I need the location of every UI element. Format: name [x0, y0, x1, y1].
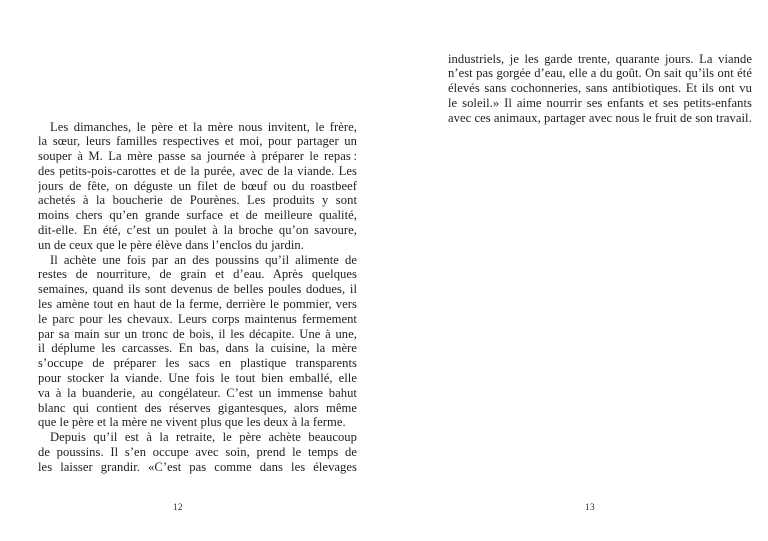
text-line: que le père et la mère ne vivent plus que les deux à la ferme. — [38, 415, 346, 430]
text-line: moins chers qu’en grande surface et de meilleure qualité, — [38, 208, 357, 223]
text-line: les amène tout en haut de la ferme, derrière le pommier, vers — [38, 297, 357, 312]
text-line: la sœur, leurs familles respectives et moi, pour partager un — [38, 134, 357, 149]
text-line: il déplume les carcasses. En bas, dans la cuisine, la mère — [38, 341, 357, 356]
text-line: souper à M. La mère passe sa journée à préparer le repas : — [38, 149, 357, 164]
text-line: dit-elle. En été, c’est un poulet à la broche qu’on savoure, — [38, 223, 357, 238]
text-line: industriels, je les garde trente, quarante jours. La viande — [448, 51, 752, 66]
text-line: va à la buanderie, au congélateur. C’est un immense bahut — [38, 385, 357, 400]
text-line: pour stocker la viande. Une fois le tout bien emballé, elle — [38, 371, 357, 386]
text-line: s’occupe de préparer les sacs en plastique transparents — [38, 356, 357, 371]
page-number-right: 13 — [585, 502, 595, 512]
text-line: de poussins. Il s’en occupe avec soin, prend le temps de — [38, 445, 357, 460]
text-line: le soleil.» Il aime nourrir ses enfants et ses petits-enfants — [448, 95, 752, 110]
text-line: restes de nourriture, de grain et d’eau. Après quelques — [38, 267, 357, 282]
text-line: blanc qui contient des réserves gigantesques, alors même — [38, 400, 357, 415]
text-line: par sa main sur un tronc de bois, il les décapite. Une à une, — [38, 326, 357, 341]
page-right-text — [448, 52, 752, 126]
text-line: élevés sans cochonneries, sans antibiotiques. Et ils ont vu — [448, 81, 752, 96]
text-line: achetés à la boucherie de Pourènes. Les produits y sont — [38, 193, 357, 208]
text-line: semaines, quand ils sont devenus de belles poules dodues, il — [38, 282, 357, 297]
page-left-text — [38, 120, 357, 475]
text-line: jours de fête, on déguste un filet de bœuf ou du roastbeef — [38, 178, 357, 193]
text-line: un de ceux que le père élève dans l’enclos du jardin. — [38, 237, 304, 252]
text-line: Depuis qu’il est à la retraite, le père achète beaucoup — [50, 430, 357, 445]
text-line: le parc pour les chevaux. Leurs corps maintenus fermement — [38, 311, 357, 326]
text-line: des petits-pois-carottes et de la purée, avec de la viande. Les — [38, 163, 357, 178]
text-line: les laisser grandir. «C’est pas comme dans les élevages — [38, 459, 357, 474]
text-line: Il achète une fois par an des poussins qu’il alimente de — [50, 252, 357, 267]
text-line: n’est pas gorgée d’eau, elle a du goût. On sait qu’ils ont été — [448, 66, 752, 81]
text-line: Les dimanches, le père et la mère nous invitent, le frère, — [50, 119, 357, 134]
page-number-left: 12 — [173, 502, 183, 512]
text-line: avec ces animaux, partager avec nous le fruit de son travail. — [448, 110, 752, 125]
